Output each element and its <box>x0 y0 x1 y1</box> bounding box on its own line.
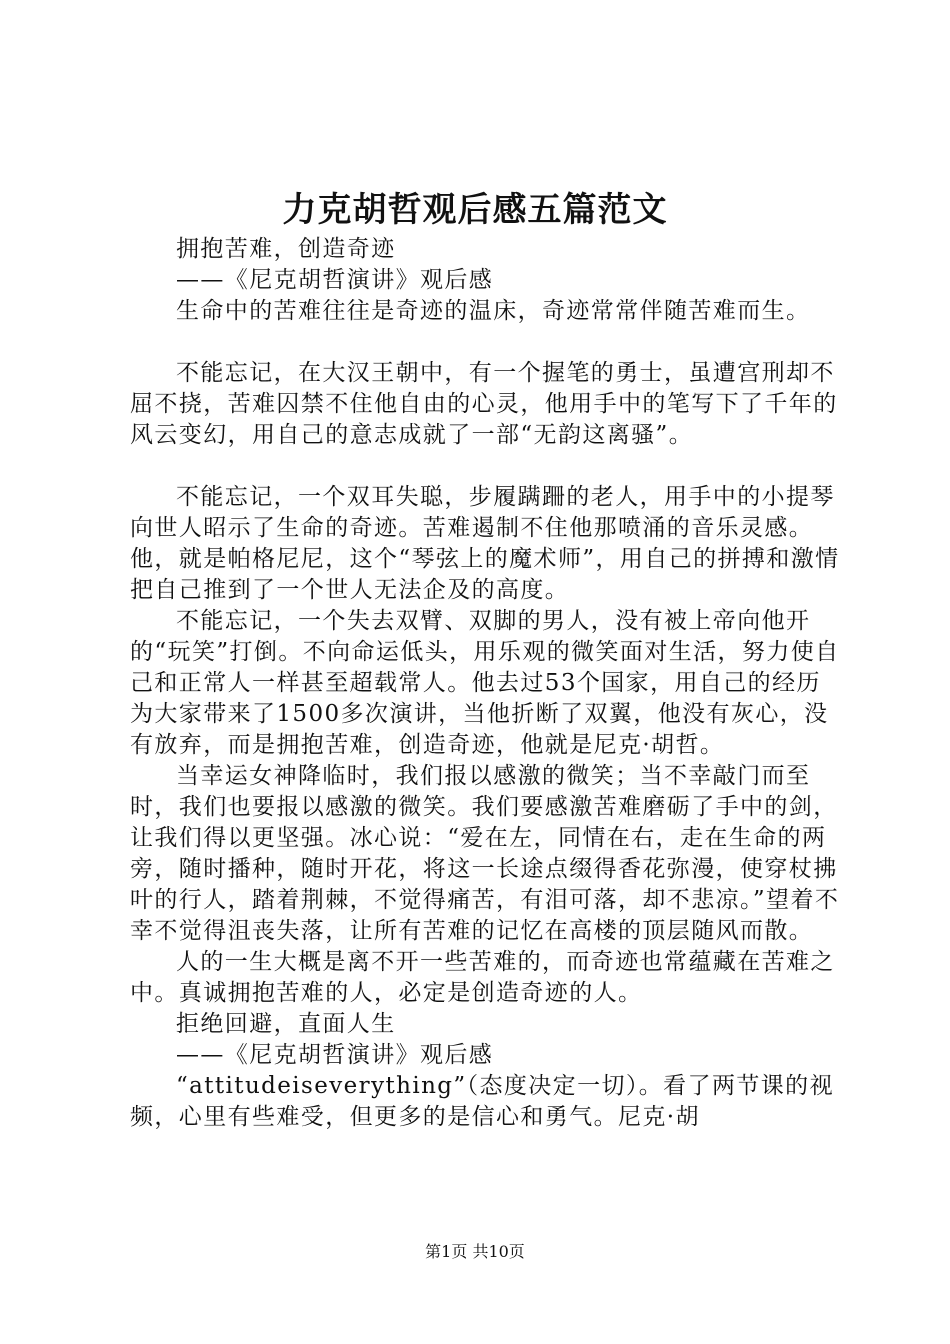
section-heading: 拥抱苦难，创造奇迹 <box>176 236 396 262</box>
document-body <box>130 234 840 1133</box>
paragraph: 当幸运女神降临时，我们报以感激的微笑；当不幸敲门而至时，我们也要报以感激的微笑。我们要感激苦难磨砺了手中的剑，让我们得以更坚强。冰心说：“爱在左，同情在右，走在生命的两旁，随时播种，随时开花，将这一长途点缀得香花弥漫，使穿杖拂叶的行人，踏着荆棘，不觉得痛苦，有泪可落，却不悲凉。”望着不幸不觉得沮丧失落，让所有苦难的记忆在高楼的顶层随风而散。 <box>130 763 840 944</box>
paragraph: 生命中的苦难往往是奇迹的温床，奇迹常常伴随苦难而生。 <box>176 298 811 324</box>
page-footer: 第1页 共10页 <box>425 1242 525 1261</box>
blank-line <box>130 327 840 358</box>
section-subheading: ——《尼克胡哲演讲》观后感 <box>176 1042 494 1068</box>
paragraph: “attitudeiseverything”（态度决定一切）。看了两节课的视频，心里有些难受，但更多的是信心和勇气。尼克·胡 <box>130 1073 834 1130</box>
paragraph: 不能忘记，在大汉王朝中，有一个握笔的勇士，虽遭宫刑却不屈不挠，苦难囚禁不住他自由的心灵，他用手中的笔写下了千年的风云变幻，用自己的意志成就了一部“无韵这离骚”。 <box>130 360 838 448</box>
section-heading: 拒绝回避，直面人生 <box>176 1011 396 1037</box>
paragraph: 不能忘记，一个失去双臂、双脚的男人，没有被上帝向他开的“玩笑”打倒。不向命运低头，用乐观的微笑面对生活，努力使自己和正常人一样甚至超载常人。他去过53个国家，用自己的经历为大家带来了1500多次演讲，当他折断了双翼，他没有灰心，没有放弃，而是拥抱苦难，创造奇迹，他就是尼克·胡哲。 <box>130 608 840 758</box>
blank-line <box>130 451 840 482</box>
section-subheading: ——《尼克胡哲演讲》观后感 <box>176 267 494 293</box>
document-title: 力克胡哲观后感五篇范文 <box>282 190 668 230</box>
paragraph: 不能忘记，一个双耳失聪，步履蹒跚的老人，用手中的小提琴向世人昭示了生命的奇迹。苦难遏制不住他那喷涌的音乐灵感。他，就是帕格尼尼，这个“琴弦上的魔术师”，用自己的拼搏和激情把自己推到了一个世人无法企及的高度。 <box>130 484 840 603</box>
paragraph: 人的一生大概是离不开一些苦难的，而奇迹也常蕴藏在苦难之中。真诚拥抱苦难的人，必定是创造奇迹的人。 <box>130 949 835 1006</box>
